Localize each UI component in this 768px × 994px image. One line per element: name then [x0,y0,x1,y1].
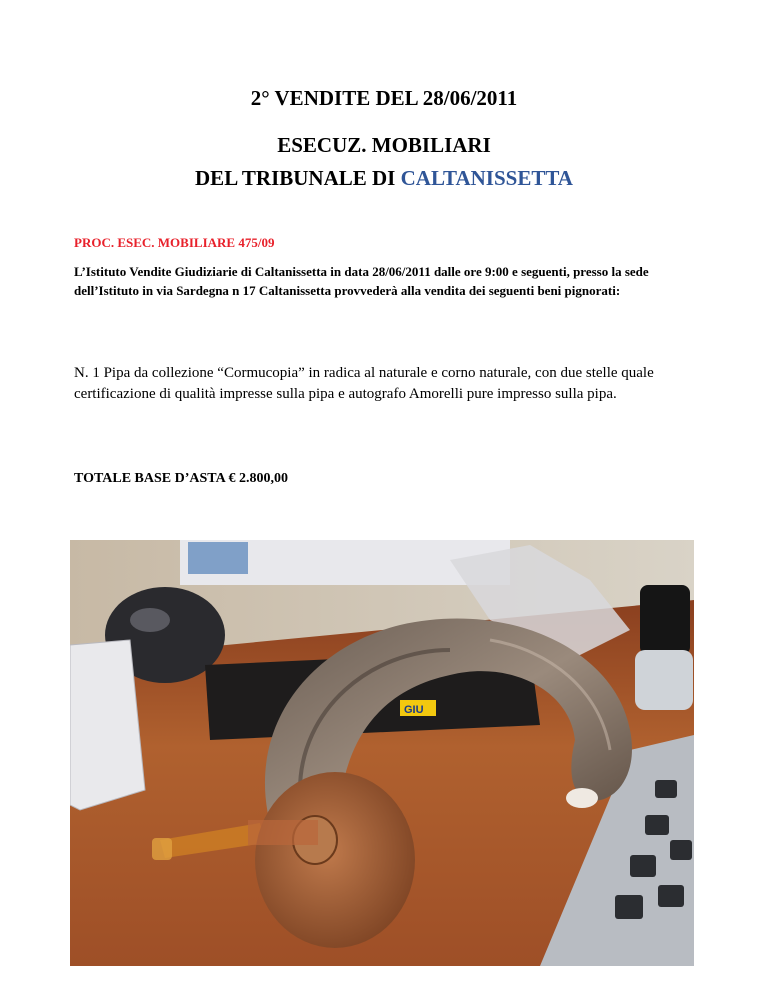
intro-paragraph: L’Istituto Vendite Giudiziarie di Caltanissetta in data 28/06/2011 dalle ore 9:00 e seguenti, presso la sede dell’Istituto in via Sardegna n 17 Caltanissetta provvederà alla vendita dei seguenti beni pignorati: [74,264,649,298]
title-execution-type: ESECUZ. MOBILIARI [277,133,491,157]
pipe-bowl [255,772,415,948]
procedure-number: PROC. ESEC. MOBILIARE 475/09 [74,235,275,250]
title-court-prefix: DEL TRIBUNALE DI [195,166,401,190]
item-description: N. 1 Pipa da collezione “Cormucopia” in radica al naturale e corno naturale, con due stelle quale certificazione di qualità impresse sulla pipa e autografo Amorelli pure impresso sulla pipa. [74,365,654,402]
pipe-photo-illustration [70,540,694,966]
rubber-stamp [640,585,690,655]
horn-tip [566,788,598,808]
title-court [0,166,768,191]
monitor-sticker [188,542,248,574]
item-photo [70,540,694,966]
title-sale-date: 2° VENDITE DEL 28/06/2011 [250,86,518,110]
keychain-tag-text: GIU [404,704,424,716]
auction-base-total: TOTALE BASE D’ASTA € 2.800,00 [74,471,288,486]
title-court-city: CALTANISSETTA [400,166,573,190]
